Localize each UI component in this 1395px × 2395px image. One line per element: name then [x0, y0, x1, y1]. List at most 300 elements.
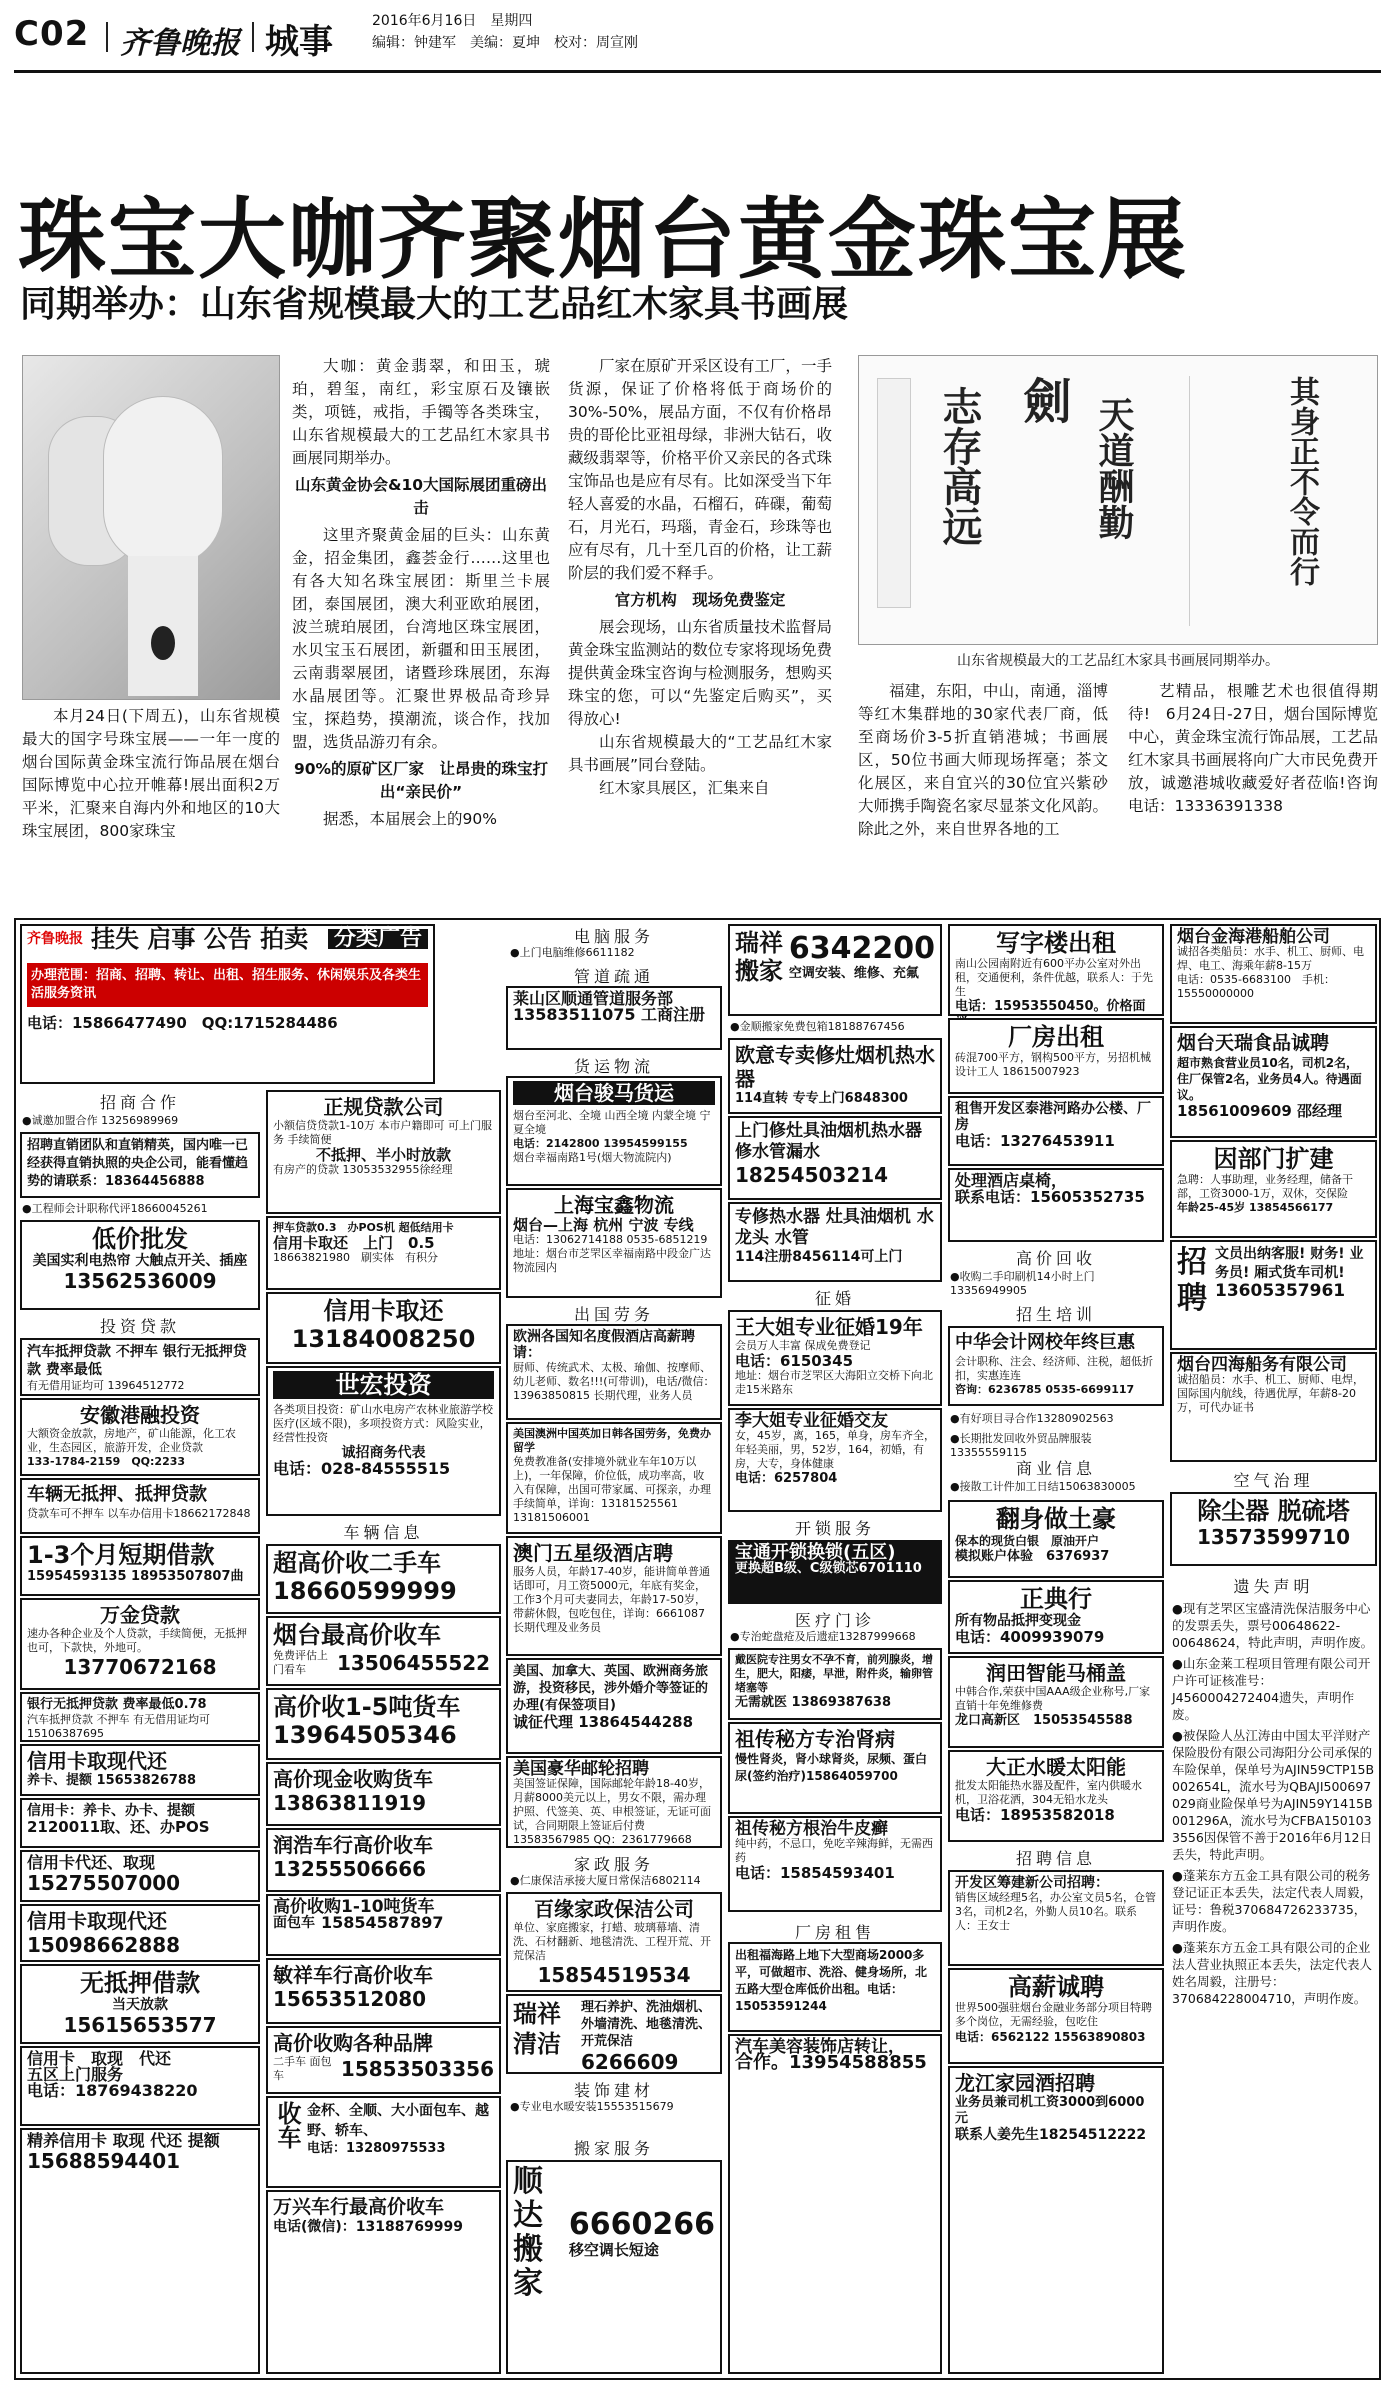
- ad-title: 万兴车行最高价收车: [273, 2196, 445, 2218]
- ad-title: 低价批发: [92, 1225, 188, 1253]
- ad-box: [266, 1958, 501, 2024]
- ad-phone: 电话：028-84555515: [273, 1459, 451, 1478]
- ad-title: 顺达搬家: [513, 2164, 543, 2301]
- ad-phone: 有无借用证均可 13964512772: [27, 1379, 185, 1392]
- calligraphy-scroll: 志存高远: [936, 386, 983, 546]
- ad-phone: 诚征代理 13864544288: [513, 1713, 694, 1731]
- ad-text: 服务人员，年龄17-40岁，能讲简单普通话即可，月工资5000元，年底有奖金，工作3个月可夫妻同去，年龄17-50岁，带薪休假，包吃包住，详询：6661087长期代理及业务员: [513, 1565, 710, 1634]
- ad-phone: 13506455522: [337, 1651, 491, 1675]
- ad-box: [266, 1090, 501, 1214]
- article-paragraph: 大咖：黄金翡翠，和田玉，琥珀，碧玺，南红，彩宝原石及镶嵌类，项链，戒指，手镯等各类珠宝，山东省规模最大的工艺品红木家具书画展同期举办。: [292, 357, 550, 467]
- subheadline: 同期举办：山东省规模最大的工艺品红木家具书画展: [20, 284, 849, 325]
- ad-phone: 联系电话：15605352735: [955, 1188, 1145, 1206]
- ad-phone: 13583511075 工商注册: [513, 1005, 706, 1024]
- ad-box: [266, 1216, 501, 1290]
- ad-title: 美国豪华邮轮招聘: [513, 1759, 649, 1779]
- ad-box: [948, 924, 1164, 1016]
- article-paragraph: 艺精品，根雕艺术也很值得期待! 6月24日-27日，烟台国际博览中心，黄金珠宝流行饰品展，工艺品红木家具书画展将向广大市民免费开放，诚邀港城收藏爱好者莅临!咨询电话：13336391338: [1128, 682, 1378, 815]
- ad-phone: 15853503356: [340, 2057, 494, 2081]
- category-header: 厂房租售: [794, 1923, 875, 1942]
- ad-title: 美国澳洲中国英加日韩各国劳务，免费办留学: [513, 1427, 711, 1454]
- ad-box: [20, 1744, 260, 1796]
- ad-title: 敏祥车行高价收车: [273, 1963, 433, 1987]
- ad-text: 会计职称、注会、经济师、注税，超低折扣，实惠连连: [955, 1355, 1153, 1382]
- ad-box: [266, 2190, 501, 2374]
- calligraphy-scroll: 劍: [1015, 376, 1071, 424]
- ad-title: 高薪诚聘: [1008, 1973, 1104, 2001]
- photo-caption: 山东省规模最大的工艺品红木家具书画展同期举办。: [957, 653, 1279, 669]
- ad-box: [266, 1762, 501, 1826]
- ad-text: 超市熟食营业员10名，司机2名，住厂保管2名，业务员4人。待遇面议。: [1177, 1056, 1362, 1102]
- ad-text: 免费教准备(安排境外就业车年10万以上)，一年保障，价位低，成功率高，收入有保障，出国可带家属、可探亲，办理手续简单，详询：13181525561 13181506001: [513, 1455, 711, 1524]
- ad-box: [728, 1816, 942, 1912]
- category-header: 管道疏通: [573, 967, 654, 986]
- ad-phone: 15854519534: [537, 1963, 691, 1987]
- ad-title: 安徽港融投资: [80, 1403, 200, 1427]
- newspaper-name: 齐鲁晚报: [120, 26, 240, 61]
- ad-text: 慢性肾炎，肾小球肾炎，尿频、蛋白尿(签约治疗)15864059700: [735, 1752, 928, 1783]
- ad-phone: 电话：0535-6683100 手机：15550000000: [1177, 973, 1335, 1000]
- ad-box: [506, 2160, 722, 2374]
- ad-title: 中华会计网校年终巨惠: [955, 1332, 1135, 1353]
- ad-title: 银行无抵押贷款 费率最低0.78: [27, 1697, 207, 1712]
- ad-title: 汽车抵押贷款 不押车 银行无抵押贷款 费率最低: [27, 1344, 247, 1378]
- ad-phone: 13562536009: [63, 1269, 217, 1293]
- issue-date: 2016年6月16日 星期四: [372, 13, 533, 29]
- ad-box: [506, 1076, 722, 1186]
- ad-title: 除尘器 脱硫塔: [1197, 1497, 1350, 1525]
- ad-line: ●收购二手印刷机14小时上门13356949905: [950, 1270, 1095, 1297]
- ad-text: 戴医院专注男女不孕不育，前列腺炎，增生，肥大，阳痿，早泄，附件炎，输卵管堵塞等: [735, 1653, 933, 1694]
- ad-title: 大正水暖太阳能: [986, 1755, 1126, 1779]
- ad-phone: 咨询：6236785 0535-6699117: [955, 1383, 1135, 1396]
- ad-box: [506, 1536, 722, 1656]
- ad-box: [1170, 1026, 1377, 1138]
- ad-line: ●金顺搬家免费包箱18188767456: [730, 1020, 905, 1033]
- ad-box: [266, 1292, 501, 1364]
- ad-box: [728, 1116, 942, 1200]
- article-paragraph: 山东省规模最大的“工艺品红木家具书画展”同台登陆。: [568, 733, 832, 774]
- ad-title: 宝通开锁换锁(五区): [735, 1542, 896, 1563]
- ad-box: [20, 1850, 260, 1902]
- ad-box: [728, 1408, 942, 1512]
- header-divider: [106, 22, 108, 52]
- ad-phone: 6660266: [568, 2207, 715, 2242]
- ad-phone: 电话(微信)：13188769999: [273, 2219, 463, 2235]
- ad-text: 美国签证保障，国际邮轮年龄18-40岁，月薪8000美元以上，男女不限，需办理护照、代签美、英、申根签证，无证可面试，合同期限上签证后付费 13583567985 QQ：2361779668: [513, 1777, 711, 1846]
- article-column-5: [1128, 680, 1378, 818]
- ad-title: 祖传秘方专治肾病: [735, 1727, 895, 1751]
- ad-title: 写字楼出租: [996, 929, 1116, 957]
- banner-phone: 电话：15866477490 QQ:1715284486: [27, 1014, 338, 1032]
- ad-title: 瑞祥搬家: [735, 929, 783, 985]
- ad-box: [266, 1544, 501, 1614]
- ad-title: 李大姐专业征婚交友: [735, 1411, 888, 1431]
- ad-box: [20, 1478, 260, 1534]
- article-column-4: [858, 680, 1108, 841]
- ad-phone: 龙口高新区 15053545588: [955, 1713, 1133, 1728]
- ad-box: [728, 924, 942, 1016]
- category-header: 医疗门诊: [794, 1611, 875, 1630]
- category-header: 出国劳务: [573, 1305, 654, 1324]
- ad-title: 润田智能马桶盖: [986, 1661, 1126, 1685]
- ad-title: 烟台骏马货运: [513, 1081, 715, 1105]
- ad-phone: 18254503214: [735, 1163, 889, 1187]
- ad-title: 正典行: [1020, 1585, 1092, 1613]
- ad-text: 中韩合作,荣获中国AAA级企业称号,厂家直销十年免维修费: [955, 1685, 1151, 1712]
- ad-title: 烟台最高价收车: [273, 1621, 441, 1649]
- ad-text: 金杯、全顺、大小面包车、越野、轿车、: [307, 2103, 489, 2139]
- ad-subtitle: 二手车 面包车: [273, 2055, 332, 2082]
- ad-title: 王大姐专业征婚19年: [735, 1315, 923, 1339]
- ad-title: 莱山区顺通管道服务部: [513, 989, 674, 1008]
- ad-text: 文员出纳客服! 财务! 业务员! 厢式货车司机!: [1215, 1246, 1364, 1281]
- ad-text: 诚招各类船员：水手、机工、厨师、电焊、电工、海乘年薪8-15万: [1177, 945, 1364, 972]
- ad-text: 各类项目投资：矿山水电房产农林业旅游学校医疗(区域不限)，多项投资方式：风险实业，经营性投资: [273, 1403, 493, 1444]
- lost-notice: ●山东金莱工程项目管理有限公司开户许可证核准号：J4560004272404遗失，声明作废。: [1172, 1656, 1371, 1722]
- ad-title: 收车: [273, 2101, 301, 2149]
- ad-title: 信用卡代还、取现: [27, 1853, 156, 1872]
- ad-box: [20, 1904, 260, 1962]
- ad-phone: 18663821980 刷实体 有积分: [273, 1251, 438, 1264]
- ad-box: [1170, 1492, 1377, 1566]
- ad-phone: 电话：18769438220: [27, 2081, 198, 2100]
- article-paragraph: 据悉，本届展会上的90%: [323, 810, 497, 828]
- ad-text: 招聘直销团队和直销精英，国内唯一已经获得直销执照的央企公司，能看懂趋势的请联系：18364456888: [27, 1138, 249, 1189]
- ad-phone: 15954593135 18953507807曲: [27, 1569, 244, 1584]
- lost-notice: ●现有芝罘区宝盛清洗保洁服务中心的发票丢失，票号00648622-00648624，特此声明，声明作废。: [1172, 1601, 1374, 1650]
- ad-phone: 电话：18953582018: [955, 1806, 1115, 1824]
- ad-line: ●工程师会计职称代评18660045261: [22, 1202, 208, 1215]
- article-paragraph: 本月24日(下周五)，山东省规模最大的国字号珠宝展——一年一度的烟台国际黄金珠宝流行饰品展在烟台国际博览中心拉开帷幕!展出面积2万平米，汇聚来自海内外和地区的10大珠宝展团，800家珠宝: [22, 707, 280, 840]
- ad-box: [728, 1202, 942, 1282]
- ad-box: [728, 1648, 942, 1720]
- ad-box: [20, 1398, 260, 1476]
- lost-notice: ●蓬莱东方五金工具有限公司的企业法人营业执照正本丢失，法定代表人姓名周毅，注册号：370684228004710，声明作废。: [1172, 1940, 1373, 2006]
- lost-notice: ●蓬莱东方五金工具有限公司的税务登记证正本丢失，法定代表人周毅，证号：鲁税370684726233735，声明作废。: [1172, 1868, 1373, 1934]
- ad-subtitle: 不抵押、半小时放款: [315, 1146, 451, 1164]
- ad-phone: 电话：15953550450。价格面: [955, 999, 1146, 1014]
- ad-title: 汽车美容装饰店转让，: [735, 2037, 905, 2057]
- ad-box: [506, 1756, 722, 1848]
- ad-title: 祖传秘方根治牛皮癣: [735, 1819, 888, 1839]
- ad-box: [728, 1540, 942, 1604]
- ad-title: 超高价收二手车: [273, 1549, 441, 1577]
- photo-face: [103, 396, 223, 566]
- ad-phone: 13255506666: [273, 1857, 427, 1881]
- ad-box: [266, 1894, 501, 1956]
- ad-phone: 电话：6150345: [735, 1352, 854, 1370]
- ad-line: ●接散工计件加工日结15063830005: [950, 1480, 1136, 1493]
- article-paragraph: 红木家具展区，汇集来自: [599, 779, 770, 797]
- ad-subtitle: 移空调长短途: [568, 2241, 659, 2259]
- ad-title: 专修热水器 灶具油烟机 水龙头 水管: [735, 1207, 934, 1248]
- category-header: 货运物流: [573, 1057, 654, 1076]
- ad-phone: 无需就医 13869387638: [735, 1695, 892, 1710]
- ad-title: 租售开发区泰港河路办公楼、厂房: [955, 1101, 1151, 1133]
- ad-text: 汽车抵押贷款 不押车 有无借用证均可 15106387695: [27, 1713, 210, 1740]
- ad-text: 厨师、传统武术、太极、瑜伽、按摩师、幼儿老师、数名!!!(可带训)，电话/微信：13963850815 长期代理，业务人员: [513, 1361, 715, 1402]
- banner-title: 挂失 启事 公告 拍卖: [91, 925, 309, 953]
- ad-title: 烟台天瑞食品诚聘: [1177, 1032, 1330, 1054]
- category-header: 电脑服务: [573, 927, 654, 946]
- ad-text: 美国实利电热帘 大触点开关、插座: [32, 1253, 248, 1269]
- ad-phone: 114注册8456114可上门: [735, 1249, 903, 1265]
- ad-phone: 联系人姜先生18254512222: [955, 2127, 1147, 2143]
- ad-phone: 电话：2142800 13954599155: [513, 1137, 688, 1150]
- ad-title: 上海宝鑫物流: [554, 1193, 674, 1217]
- ad-title: 万金贷款: [100, 1603, 180, 1627]
- ad-title: 高价收购1-10吨货车: [273, 1897, 435, 1917]
- ad-box: [20, 1964, 260, 2044]
- ad-phone: 13184008250: [291, 1325, 476, 1353]
- ad-title: 瑞祥清洁: [513, 2000, 561, 2058]
- ad-box: [506, 1422, 722, 1534]
- ad-phone: 有房产的贷款 13053532955徐经理: [273, 1163, 453, 1176]
- ad-phone: 电话：13062714188 0535-6851219: [513, 1233, 708, 1246]
- ad-phone: 模拟账户体验 6376937: [955, 1549, 1110, 1564]
- ad-box: [1170, 1140, 1377, 1238]
- ad-text: 销售区域经理5名，办公室文员5名，仓管3名，司机2名，外勤人员10名。联系人：王女士: [955, 1891, 1156, 1932]
- header-meta: [372, 10, 638, 54]
- lost-notices: [1172, 1600, 1376, 2011]
- ad-box: [728, 1942, 942, 2032]
- ad-text: 南山公园南附近有600平办公室对外出租，交通便利，条件优越，联系人：于先生: [955, 957, 1153, 998]
- ad-title: 澳门五星级酒店聘: [513, 1541, 673, 1565]
- article-subtitle: 90%的原矿区厂家 让昂贵的珠宝打出“亲民价”: [293, 760, 549, 801]
- ad-phone: 电话：15854593401: [735, 1864, 895, 1882]
- ad-text: 理石养护、洗油烟机、外墙清洗、地毯清洗、开荒保洁: [581, 2000, 712, 2049]
- ad-text: 砖混700平方，钢构500平方，另招机械设计工人 18615007923: [955, 1051, 1151, 1078]
- ad-box: [266, 2096, 501, 2188]
- ad-text: 烟台至河北、全境 山西全境 内蒙全境 宁夏全境: [513, 1109, 711, 1136]
- ad-box: [1170, 924, 1377, 1024]
- ad-box: [728, 1038, 942, 1114]
- article-column-3: [568, 355, 832, 800]
- category-header: 招商合作: [99, 1093, 180, 1112]
- ad-line: ●专业电水暖安装15553515679: [510, 2100, 674, 2113]
- ad-phone: 年龄25-45岁 13854566177: [1177, 1201, 1334, 1214]
- ad-box: [20, 1536, 260, 1596]
- ad-title: 车辆无抵押、抵押贷款: [27, 1484, 207, 1505]
- ad-phone: 18561009609 邵经理: [1177, 1102, 1343, 1120]
- lost-notice: ●被保险人丛江涛由中国太平洋财产保险股份有限公司海阳分公司承保的车险保单，保单号为AJIN59CTP15B002654L，流水号为QBAJI500697029商业险保单号为AJIN59Y1415B001296A，流水号为CFBA150103355​6因保管不善于2016年6月12日丢失，特此声明。: [1172, 1728, 1375, 1862]
- ad-line: ●上门电脑维修6611182: [510, 946, 635, 959]
- category-header: 遗失声明: [1233, 1577, 1314, 1596]
- ad-box: [266, 1688, 501, 1760]
- ad-phone: 13605357961: [1215, 1281, 1346, 1301]
- ad-box: [20, 2046, 260, 2126]
- ad-box: [948, 1580, 1164, 1654]
- ad-box: [948, 1326, 1164, 1406]
- ad-phone: 13964505346: [273, 1721, 457, 1749]
- classified-ads-section: [14, 918, 1381, 2380]
- ad-title: 世宏投资: [273, 1371, 494, 1399]
- header-rule: [14, 70, 1381, 73]
- ad-title: 信用卡取还: [323, 1297, 444, 1325]
- ad-phone: 6342200: [788, 931, 935, 966]
- ad-title: 高价现金收购货车: [273, 1767, 433, 1791]
- ad-box: [506, 1188, 722, 1298]
- ad-box: [20, 1692, 260, 1742]
- ad-box: [728, 1310, 942, 1406]
- ad-phone: 6266609: [581, 2050, 679, 2074]
- ad-title: 1-3个月短期借款: [27, 1541, 215, 1569]
- ad-title: 信用卡 取现 代还: [27, 2049, 172, 2068]
- ad-text: 批发太阳能热水器及配件，室内供暖水机，卫浴花洒，304无铅水龙头: [955, 1779, 1142, 1806]
- photo-divider: [1189, 376, 1190, 626]
- ad-phone: 114直转 专专上门6848300: [735, 1091, 908, 1106]
- category-header: 装饰建材: [573, 2081, 654, 2100]
- calligraphy-scroll: 天道酬勤: [1093, 396, 1135, 540]
- ad-text: 世界500强驻烟台金融业务部分项目特聘多个岗位，无需经验，包吃住: [955, 2001, 1152, 2028]
- category-header: 投资贷款: [99, 1317, 180, 1336]
- ad-text: 烟台—上海 杭州 宁波 专线: [513, 1216, 694, 1234]
- ad-text: 纯中药，不忌口，免吃辛辣海鲜，无需西药: [735, 1837, 933, 1864]
- ad-box: [728, 2034, 942, 2374]
- ad-box: [948, 2066, 1164, 2374]
- ad-line: ●有好项目寻合作13280902563: [950, 1412, 1114, 1425]
- ad-title: 招聘: [1177, 1245, 1207, 1316]
- newspaper-logo: 齐鲁晚报: [27, 931, 83, 947]
- ad-text: 女，45岁，离，165，单身，房车齐全，年轻美丽，男，52岁，164，初婚，有房，大专，身体健康: [735, 1429, 935, 1470]
- ad-title: 百缘家政保洁公司: [534, 1897, 694, 1921]
- ad-subtitle: 空调安装、维修、充氟: [788, 966, 919, 981]
- ad-title: 处理酒店桌椅，: [955, 1171, 1068, 1190]
- ad-box: [20, 2128, 260, 2374]
- ad-box: [948, 1096, 1164, 1166]
- ad-title: 无抵押借款: [80, 1969, 200, 1997]
- article-column-1: [22, 705, 280, 843]
- article-paragraph: 厂家在原矿开采区设有工厂，一手货源，保证了价格将低于商场价的30%-50%，展品方面，不仅有价格昂贵的哥伦比亚祖母绿，非洲大钻石，收藏级翡翠等，价格平价又亲民的各式珠宝饰品也是应有尽有。比如深受当下年轻人喜爱的水晶，石榴石，砗磲，葡萄石，月光石，玛瑙，青金石，珍珠等也应有尽有，几十至几百的价格，让工薪阶层的我们爱不释手。: [568, 357, 832, 582]
- ad-title: 开发区筹建新公司招聘：: [955, 1875, 1109, 1891]
- ad-subtitle: 所有物品抵押变现金: [955, 1613, 1081, 1629]
- ad-title: 龙江家园酒招聘: [955, 2071, 1095, 2095]
- ad-text: 单位、家庭搬家，打蜡、玻璃幕墙、清洗、石材翻新、地毯清洗、工程开荒、开荒保洁: [513, 1921, 711, 1962]
- ad-title: 信用卡：养卡、办卡、提额: [27, 1803, 195, 1819]
- ad-title: 烟台四海船务有限公司: [1177, 1355, 1347, 1375]
- ad-text: 五区上门服务: [27, 2065, 124, 2084]
- article-column-2: [292, 355, 550, 831]
- category-header: 高价回收: [1015, 1249, 1096, 1268]
- ad-address: 地址：烟台市芝罘区大海阳立交桥下向北走15米路东: [735, 1369, 933, 1396]
- ad-title: 正规贷款公司: [323, 1095, 444, 1119]
- ad-line: ●专治蛇盘疮及后遗症13287999668: [730, 1630, 916, 1643]
- headline: 珠宝大咖齐聚烟台黄金珠宝展: [18, 187, 1189, 291]
- ad-phone: 合作。13954588855: [735, 2052, 927, 2073]
- ad-text: 诚招船员：水手、机工、厨师、电焊，国际国内航线，待遇优厚，年薪8-20万，可代办证书: [1177, 1373, 1364, 1414]
- ad-box: [948, 1656, 1164, 1748]
- ad-box: [948, 1870, 1164, 1966]
- ad-phone: 电话：4009939079: [955, 1628, 1105, 1646]
- ad-box: [1170, 1352, 1377, 1462]
- category-header: 商业信息: [1015, 1459, 1096, 1478]
- ad-box: [266, 1616, 501, 1686]
- category-header: 招聘信息: [1015, 1849, 1096, 1868]
- ad-text: 急聘：人事助理，业务经理，储备干部，工资3000-1万，双休，交保险: [1177, 1173, 1353, 1200]
- calligraphy-scroll: 其身正不令而行: [1284, 376, 1319, 586]
- ad-box: [20, 1798, 260, 1848]
- category-header: 搬家服务: [573, 2139, 654, 2158]
- ad-line: ●仁康保洁承接大厦日常保洁6802114: [510, 1874, 701, 1887]
- ad-text: 业务员兼司机工资3000到6000元: [955, 2095, 1145, 2126]
- ad-box: [506, 1658, 722, 1754]
- ad-phone: 18660599999: [273, 1577, 457, 1605]
- ad-title: 美国、加拿大、英国、欧洲商务旅游，投资移民，涉外婚介等签证的办理(有保签项目): [513, 1664, 709, 1713]
- ad-box: [1170, 1240, 1377, 1350]
- ad-phone: 2120011取、还、办POS: [27, 1818, 210, 1836]
- article-paragraph: 这里齐聚黄金届的巨头：山东黄金，招金集团，鑫荟金行……这里也有各大知名珠宝展团：斯里兰卡展团，泰国展团，澳大利亚欧珀展团，波兰琥珀展团，台湾地区珠宝展团，水贝宝玉石展团，新疆和田玉展团，云南翡翠展团，诸暨珍珠展团，东海水晶展团等。汇聚世界极品奇珍异宝，探趋势，摸潮流，谈合作，找加盟，选货品游刃有余。: [292, 526, 550, 751]
- ad-phone: 13573599710: [1196, 1525, 1351, 1549]
- ad-box: [20, 1220, 260, 1310]
- ad-phone: 13863811919: [273, 1791, 427, 1815]
- ad-text: 小额信贷贷款1-10万 本市户籍即可 可上门服务 手续简便: [273, 1119, 492, 1146]
- ad-title: 高价收1-5吨货车: [273, 1693, 461, 1721]
- ad-text: 速办各种企业及个人贷款，手续简便，无抵押也可，下款快，外地可。: [27, 1627, 247, 1654]
- section-name: 城事: [265, 22, 333, 62]
- ad-line: ●长期批发回收外贸品牌服装13355559115: [950, 1432, 1092, 1459]
- ad-phone: 15653512080: [273, 1987, 427, 2011]
- ad-title: 欧洲各国知名度假酒店高薪聘请：: [513, 1329, 695, 1361]
- ad-text: 出租福海路上地下大型商场2000多平，可做超市、洗浴、健身场所，北五路大型仓库低价出租。电话：15053591244: [735, 1948, 928, 2013]
- article-paragraph: 福建，东阳，中山，南通，淄博等红木集群地的30家代表厂商，低至商场价3-5折直销港城；书画展区，50位书画大师现场挥毫；茶文化展区，来自宜兴的30位宜兴紫砂大师携手陶瓷名家尽显茶文化风韵。除此之外，来自世界各地的工: [858, 682, 1108, 838]
- ad-phone: 电话：13280975533: [307, 2141, 446, 2156]
- ad-phone: 15275507000: [27, 1871, 181, 1895]
- ad-title: 因部门扩建: [1213, 1145, 1334, 1173]
- ad-title: 润浩车行高价收车: [273, 1833, 433, 1857]
- ad-text: 保本的现货白银 原油开户: [955, 1534, 1100, 1548]
- ad-subtitle: 面包车: [273, 1915, 315, 1931]
- article-subtitle: 山东黄金协会&10大国际展团重磅出击: [294, 476, 548, 517]
- category-header: 车辆信息: [343, 1523, 424, 1542]
- ad-subtitle: 更换超B级、C级锁芯6701110: [735, 1561, 922, 1576]
- ad-box: [728, 1722, 942, 1814]
- ad-box: [506, 1892, 722, 1992]
- ad-box: [506, 986, 722, 1050]
- page-number: C02: [14, 14, 90, 54]
- ad-box: [20, 1598, 260, 1690]
- ad-box: [266, 1828, 501, 1892]
- ad-phone: 电话：13276453911: [955, 1132, 1115, 1150]
- category-header: 家政服务: [573, 1855, 654, 1874]
- category-header: 征婚: [814, 1289, 855, 1308]
- ad-phone: 15615653577: [63, 2013, 217, 2037]
- ad-address: 烟台幸福南路1号(烟大物流院内): [513, 1151, 672, 1164]
- ad-phone: 15098662888: [27, 1933, 181, 1957]
- ad-phone: 15854587897: [321, 1913, 444, 1932]
- ad-box: [20, 1338, 260, 1396]
- ad-title: 高价收购各种品牌: [273, 2031, 433, 2055]
- category-header: 招生培训: [1015, 1305, 1096, 1324]
- ad-title: 精养信用卡 取现 代还 提额: [27, 2131, 220, 2150]
- category-header: 空气治理: [1233, 1471, 1314, 1490]
- ad-phone: 电话：6257804: [735, 1471, 838, 1486]
- scroll-panel: [877, 378, 911, 608]
- ad-box: [948, 1968, 1164, 2064]
- ad-title: 厂房出租: [1008, 1023, 1104, 1051]
- ad-phone: 养卡、提额 15653826788: [27, 1773, 197, 1788]
- ad-subtitle: 免费评估上门看车: [273, 1649, 328, 1676]
- ad-title: 翻身做土豪: [996, 1505, 1116, 1533]
- ad-box: [506, 1324, 722, 1420]
- ad-box: [266, 1366, 501, 1516]
- editor-credits: 编辑：钟建军 美编：夏坤 校对：周宣刚: [372, 35, 638, 51]
- ad-address: 地址：烟台市芝罘区幸福南路中段金广达物流园内: [513, 1247, 711, 1274]
- ad-subtitle: 信用卡取还 上门 0.5: [273, 1234, 435, 1252]
- ad-text: 当天放款: [112, 1997, 168, 2013]
- ad-box: [948, 1168, 1164, 1242]
- ad-title: 信用卡取现代还: [27, 1749, 167, 1773]
